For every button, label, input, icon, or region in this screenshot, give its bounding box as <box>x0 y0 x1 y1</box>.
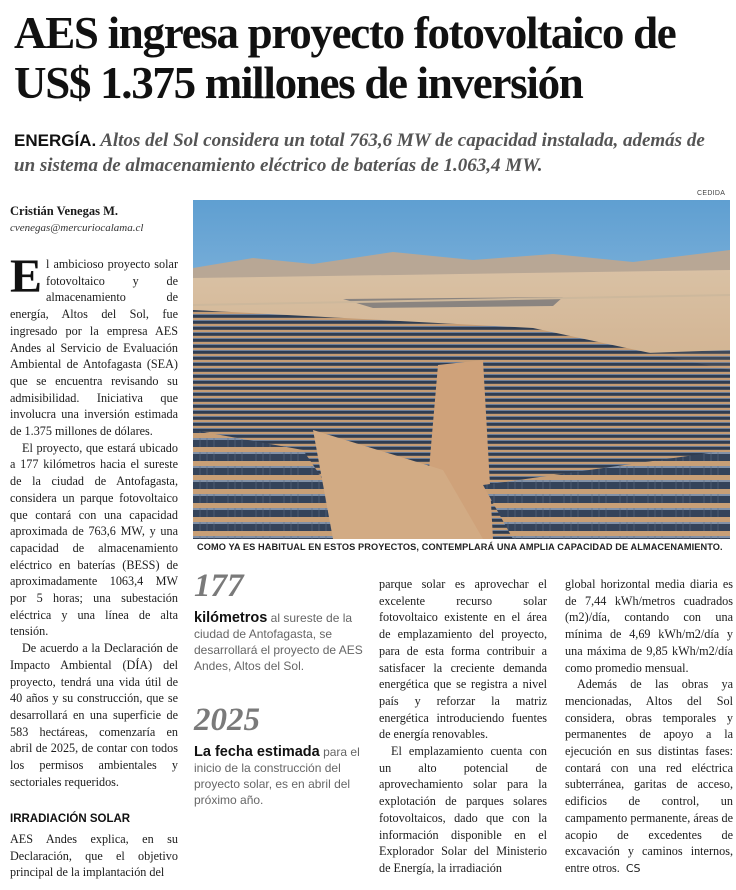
dropcap: E <box>10 250 43 303</box>
body-column-3 <box>379 576 547 877</box>
solar-farm-photo <box>193 200 730 539</box>
body-paragraph-2: El proyecto, que estará ubicado a 177 kilómetros hacia el sureste de la ciudad de Antofagasta, considera un parque fotovoltaico que contará con una capacidad aproximada de 763,6 MW, y una capacidad de almacenamiento eléctrico en baterías (BESS) de aproximadamente 1063,4 MW por 5 horas; una subestación eléctrica y una línea de alta tensión. <box>10 440 178 639</box>
solar-farm-illustration <box>193 200 730 539</box>
body-paragraph-5: parque solar es aprovechar el excelente recurso solar fotovoltaico existente en el área de emplazamiento del proyecto, para de esta forma contribuir a satisfacer la creciente demanda energética que se registra a nivel país y reforzar la matriz energética introduciendo fuentes de energía renovables. <box>379 577 547 742</box>
body-column-1-bottom <box>10 831 178 881</box>
body-paragraph-6: El emplazamiento cuenta con un alto potencial de aprovechamiento solar para la explotación de parques solares fotovoltaicos, dado que con la información disponible en el Explorador Solar del Ministerio de Energía, la irradiación <box>379 744 547 875</box>
fact-2-text <box>194 744 366 808</box>
deck-kicker: ENERGÍA. <box>14 131 97 150</box>
body-column-4 <box>565 576 733 878</box>
body-paragraph-1-text: l ambicioso proyecto solar fotovoltaico y de almacenamiento de energía, Altos del Sol, fue ingresado por la empresa AES Andes al Servicio de Evaluación Ambiental de Antofagasta (SEA) que se encuentra revisando su admisibilidad. Iniciativa que involucra una inversión estimada de 1.375 millones de dólares. <box>10 257 178 439</box>
body-paragraph-3: De acuerdo a la Declaración de Impacto Ambiental (DÍA) del proyecto, tendrá una vida útil de 40 años y su construcción, que se desarrollará en una superficie de 583 hectáreas, comenzaría en abril de 2025, de contar con todos los permisos ambientales y sectoriales requeridos. <box>10 641 178 789</box>
photo-credit: CEDIDA <box>697 190 726 197</box>
fact-2-body: para el inicio de la construcción del proyecto solar, es en abril del próximo año. <box>194 745 360 807</box>
fact-1-text <box>194 610 366 674</box>
body-paragraph-8 <box>565 676 733 877</box>
fact-2-bold: La fecha estimada <box>194 744 320 760</box>
body-paragraph-4: AES Andes explica, en su Declaración, que el objetivo principal de la implantación del <box>10 832 178 880</box>
body-paragraph-7: global horizontal media diaria es de 7,44 kWh/metros cuadrados (m2)/día, contando con una mínima de 4,69 kWh/m2/día y una máxima de 9,85 kWh/m2/día como promedio mensual. <box>565 577 733 675</box>
headline: AES ingresa proyecto fotovoltaico de US$ 1.375 millones de inversión <box>14 8 676 108</box>
body-paragraph-1 <box>10 250 178 440</box>
byline-author: Cristián Venegas M. <box>10 204 118 218</box>
fact-2-number: 2025 <box>194 702 260 738</box>
subhead: IRRADIACIÓN SOLAR <box>10 813 131 825</box>
deck <box>14 128 726 178</box>
fact-1-bold: kilómetros <box>194 610 268 626</box>
body-paragraph-8-text: Además de las obras ya mencionadas, Altos del Sol considera, obras temporales y permanentes de apoyo a la ejecución en sus distintas fases: contará con una red eléctrica subterránea, garitas de acceso, edificios de control, un campamento permanente, áreas de acopio de excedentes de excavación y caminos internos, entre otros. <box>565 677 733 875</box>
fact-1-number: 177 <box>194 568 244 604</box>
body-column-1 <box>10 250 178 791</box>
deck-text: Altos del Sol considera un total 763,6 MW de capacidad instalada, además de un sistema de almacenamiento eléctrico de baterías de 1.063,4 MW. <box>14 130 705 176</box>
fact-1-body: al sureste de la ciudad de Antofagasta, se desarrollará el proyecto de AES Andes, Altos del Sol. <box>194 611 363 673</box>
byline-email[interactable]: cvenegas@mercuriocalama.cl <box>10 222 144 234</box>
photo-caption: COMO YA ES HABITUAL EN ESTOS PROYECTOS, CONTEMPLARÁ UNA AMPLIA CAPACIDAD DE ALMACENAMIENTO. <box>197 542 723 552</box>
end-mark: CS <box>625 861 641 875</box>
